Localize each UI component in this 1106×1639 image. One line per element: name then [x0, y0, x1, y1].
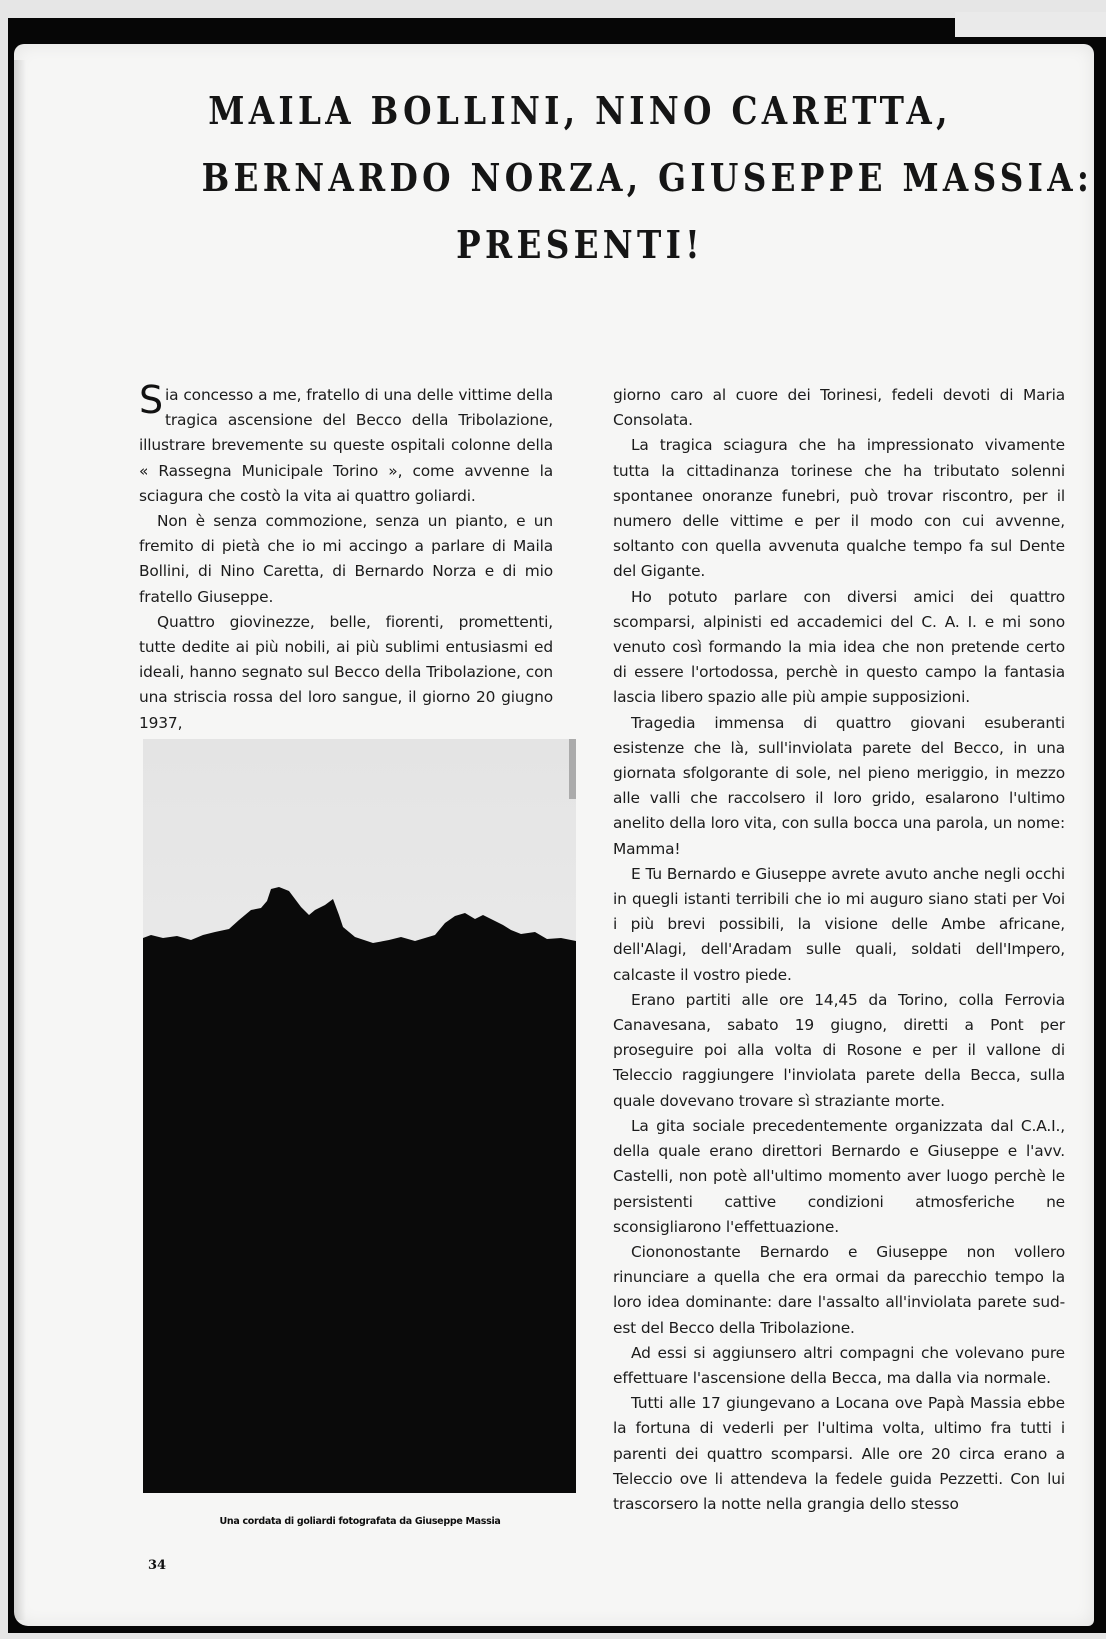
photo-caption: Una cordata di goliardi fotografata da Giuseppe Massia: [219, 1516, 501, 1527]
paragraph: Sia concesso a me, fratello di una delle vittime della tragica ascensione del Becco della Tribolazione, illustrare brevemente su queste ospitali colonne della « Rassegna Municipale Torino », come avvenne la sciagura che costò la vita ai quattro goliardi.: [139, 378, 553, 505]
article-title-line-2: BERNARDO NORZA, GIUSEPPE MASSIA:: [201, 155, 1094, 200]
article-title-line-3: PRESENTI!: [456, 222, 704, 267]
paragraph: Non è senza commozione, senza un pianto, e un fremito di pietà che io mi accingo a parlare di Maila Bollini, di Nino Caretta, di Bernardo Norza e di mio fratello Giuseppe.: [139, 512, 553, 606]
page-number: 34: [148, 1558, 167, 1573]
page-binding-shadow: [14, 60, 26, 1620]
paragraph: Tutti alle 17 giungevano a Locana ove Papà Massia ebbe la fortuna di vederli per l'ultima volta, ultimo fra tutti i parenti dei quattro scomparsi. Alle ore 20 circa erano a Teleccio ove li attendeva la fedele guida Pezzetti. Con lui trascorsero la notte nella grangia dello stesso: [613, 1394, 1065, 1513]
paragraph: Ciononostante Bernardo e Giuseppe non vollero rinunciare a quella che era ormai da parecchio tempo la loro idea dominante: dare l'assalto all'inviolata parete sud-est del Becco della Tribolazione.: [613, 1242, 1065, 1337]
paragraph: Ad essi si aggiunsero altri compagni che volevano pure effettuare l'ascensione della Becca, ma dalla via normale.: [613, 1343, 1065, 1387]
scan-border-gap: [955, 12, 1106, 37]
paragraph: Quattro giovinezze, belle, fiorenti, promettenti, tutte dedite ai più nobili, ai più sublimi entusiasmi ed ideali, hanno segnato sul Becco della Tribolazione, con una striscia rossa del loro sangue, il giorno 20 giugno 1937,: [139, 612, 553, 732]
photo-edge-mark: [569, 739, 576, 799]
paragraph: Erano partiti alle ore 14,45 da Torino, colla Ferrovia Canavesana, sabato 19 giugno, diretti a Pont per proseguire poi alla volta di Rosone e per il vallone di Teleccio raggiungere l'inviolata parete della Becca, sulla quale dovevano trovare sì straziante morte.: [613, 990, 1065, 1110]
paragraph: Tragedia immensa di quattro giovani esuberanti esistenze che là, sull'inviolata parete del Becco, in una giornata sfolgorante di sole, nel pieno meriggio, in mezzo alle valli che raccolsero il loro grido, esalarono l'ultimo anelito della loro vita, con sulla bocca una parola, un nome: Mamma!: [613, 713, 1065, 858]
mountain-silhouette-photo: [143, 739, 576, 1493]
paragraph: E Tu Bernardo e Giuseppe avrete avuto anche negli occhi in quegli istanti terribili che io mi auguro siano stati per Voi i più brevi possibili, la visione delle Ambe africane, dell'Alagi, dell'Aradam sulle quali, soldati dell'Impero, calcaste il vostro piede.: [613, 864, 1065, 984]
mountain-ridge: [143, 887, 576, 1493]
paragraph: La gita sociale precedentemente organizzata dal C.A.I., della quale erano direttori Bernardo e Giuseppe e l'avv. Castelli, non potè all'ultimo momento aver luogo perchè le persistenti cattive condizioni atmosferiche ne sconsigliarono l'effettuazione.: [613, 1116, 1065, 1236]
paragraph: Ho potuto parlare con diversi amici dei quattro scomparsi, alpinisti ed accademici del C. A. I. e mi sono venuto così formando la mia idea che non pretende certo di essere l'ortodossa, perchè in questo campo la fantasia lascia libero spazio alle più ampie supposizioni.: [613, 587, 1065, 707]
left-text-column: [139, 378, 553, 736]
article-title-line-1: MAILA BOLLINI, NINO CARETTA,: [208, 88, 952, 133]
paragraph: giorno caro al cuore dei Torinesi, fedeli devoti di Maria Consolata.: [613, 386, 1065, 430]
paragraph: La tragica sciagura che ha impressionato vivamente tutta la cittadinanza torinese che ha tributato solenni spontanee onoranze funebri, può trovar riscontro, per il numero delle vittime e per il modo con cui avvenne, soltanto con quella avvenuta qualche tempo fa sul Dente del Gigante.: [613, 436, 1065, 581]
article-photo: [143, 739, 576, 1493]
drop-cap: S: [139, 378, 163, 422]
right-text-column: [613, 383, 1065, 1517]
